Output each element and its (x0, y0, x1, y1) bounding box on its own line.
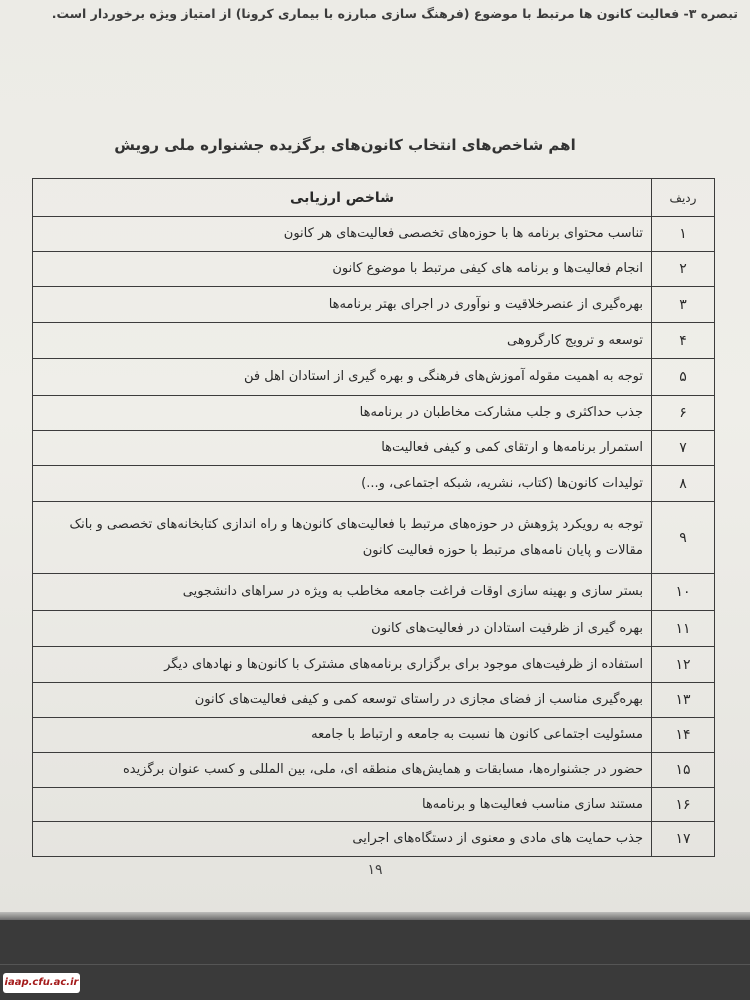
screen-footer (0, 920, 750, 1000)
row-number: ۱۲ (652, 647, 715, 683)
table-row (33, 647, 715, 683)
criterion-text: بهره‌گیری مناسب از فضای مجازی در راستای توسعه کمی و کیفی فعالیت‌های کانون (33, 683, 652, 718)
table-row (33, 359, 715, 396)
table-row (33, 323, 715, 359)
table-row (33, 502, 715, 574)
header-criterion: شاخص ارزیابی (33, 179, 652, 217)
table-row (33, 431, 715, 466)
table-row (33, 753, 715, 788)
header-row-number: ردیف (652, 179, 715, 217)
row-number: ۹ (652, 502, 715, 574)
row-number: ۵ (652, 359, 715, 396)
row-number: ۱۰ (652, 574, 715, 611)
criterion-text: استفاده از ظرفیت‌های موجود برای برگزاری برنامه‌های مشترک با کانون‌ها و نهادهای دیگر (33, 647, 652, 683)
watermark-logo: iaap.cfu.ac.ir (3, 973, 80, 993)
row-number: ۱۱ (652, 611, 715, 647)
table-row (33, 611, 715, 647)
row-number: ۲ (652, 252, 715, 287)
row-number: ۱۵ (652, 753, 715, 788)
criteria-table (32, 178, 715, 857)
criterion-text: بهره‌گیری از عنصرخلاقیت و نوآوری در اجرای بهتر برنامه‌ها (33, 287, 652, 323)
row-number: ۴ (652, 323, 715, 359)
page-edge (0, 912, 750, 920)
page-number: ۱۹ (367, 862, 383, 878)
table-row (33, 718, 715, 753)
row-number: ۱۷ (652, 822, 715, 857)
table-row (33, 287, 715, 323)
table-row (33, 252, 715, 287)
criterion-text: استمرار برنامه‌ها و ارتقای کمی و کیفی فعالیت‌ها (33, 431, 652, 466)
criterion-text: تناسب محتوای برنامه ها با حوزه‌های تخصصی فعالیت‌های هر کانون (33, 217, 652, 252)
note-text: تبصره ۳- فعالیت کانون ها مرتبط با موضوع (فرهنگ سازی مبارزه با بیماری کرونا) از امتیاز ویژه برخوردار است. (51, 6, 738, 21)
row-number: ۱۶ (652, 788, 715, 822)
table-header-row (33, 179, 715, 217)
row-number: ۱۳ (652, 683, 715, 718)
row-number: ۱۴ (652, 718, 715, 753)
table-row (33, 466, 715, 502)
footer-divider (0, 964, 750, 965)
table-row (33, 574, 715, 611)
criterion-text: تولیدات کانون‌ها (کتاب، نشریه، شبکه اجتماعی، و...) (33, 466, 652, 502)
criterion-text: جذب حداکثری و جلب مشارکت مخاطبان در برنامه‌ها (33, 396, 652, 431)
criterion-text: توسعه و ترویج کارگروهی (33, 323, 652, 359)
criterion-text: توجه به اهمیت مقوله آموزش‌های فرهنگی و بهره گیری از استادان اهل فن (33, 359, 652, 396)
criterion-text: حضور در جشنواره‌ها، مسابقات و همایش‌های منطقه ای، ملی، بین المللی و کسب عنوان برگزیده (33, 753, 652, 788)
table-title: اهم شاخص‌های انتخاب کانون‌های برگزیده جشنواره ملی رویش (114, 136, 576, 154)
criterion-text: جذب حمایت های مادی و معنوی از دستگاه‌های اجرایی (33, 822, 652, 857)
criterion-text: انجام فعالیت‌ها و برنامه های کیفی مرتبط با موضوع کانون (33, 252, 652, 287)
criterion-text: مستند سازی مناسب فعالیت‌ها و برنامه‌ها (33, 788, 652, 822)
table-row (33, 822, 715, 857)
row-number: ۸ (652, 466, 715, 502)
row-number: ۳ (652, 287, 715, 323)
criterion-text: مسئولیت اجتماعی کانون ها نسبت به جامعه و ارتباط با جامعه (33, 718, 652, 753)
table-row (33, 683, 715, 718)
row-number: ۱ (652, 217, 715, 252)
table-row (33, 217, 715, 252)
criterion-text: توجه به رویکرد پژوهش در حوزه‌های مرتبط با فعالیت‌های کانون‌ها و راه اندازی کتابخانه‌های تخصصی و بانک مقالات و پایان نامه‌های مرتبط با حوزه فعالیت کانون (33, 502, 652, 574)
row-number: ۶ (652, 396, 715, 431)
row-number: ۷ (652, 431, 715, 466)
criterion-text: بهره گیری از ظرفیت استادان در فعالیت‌های کانون (33, 611, 652, 647)
criterion-text: بستر سازی و بهینه سازی اوقات فراغت جامعه مخاطب به ویژه در سراهای دانشجویی (33, 574, 652, 611)
table-row (33, 396, 715, 431)
table-row (33, 788, 715, 822)
